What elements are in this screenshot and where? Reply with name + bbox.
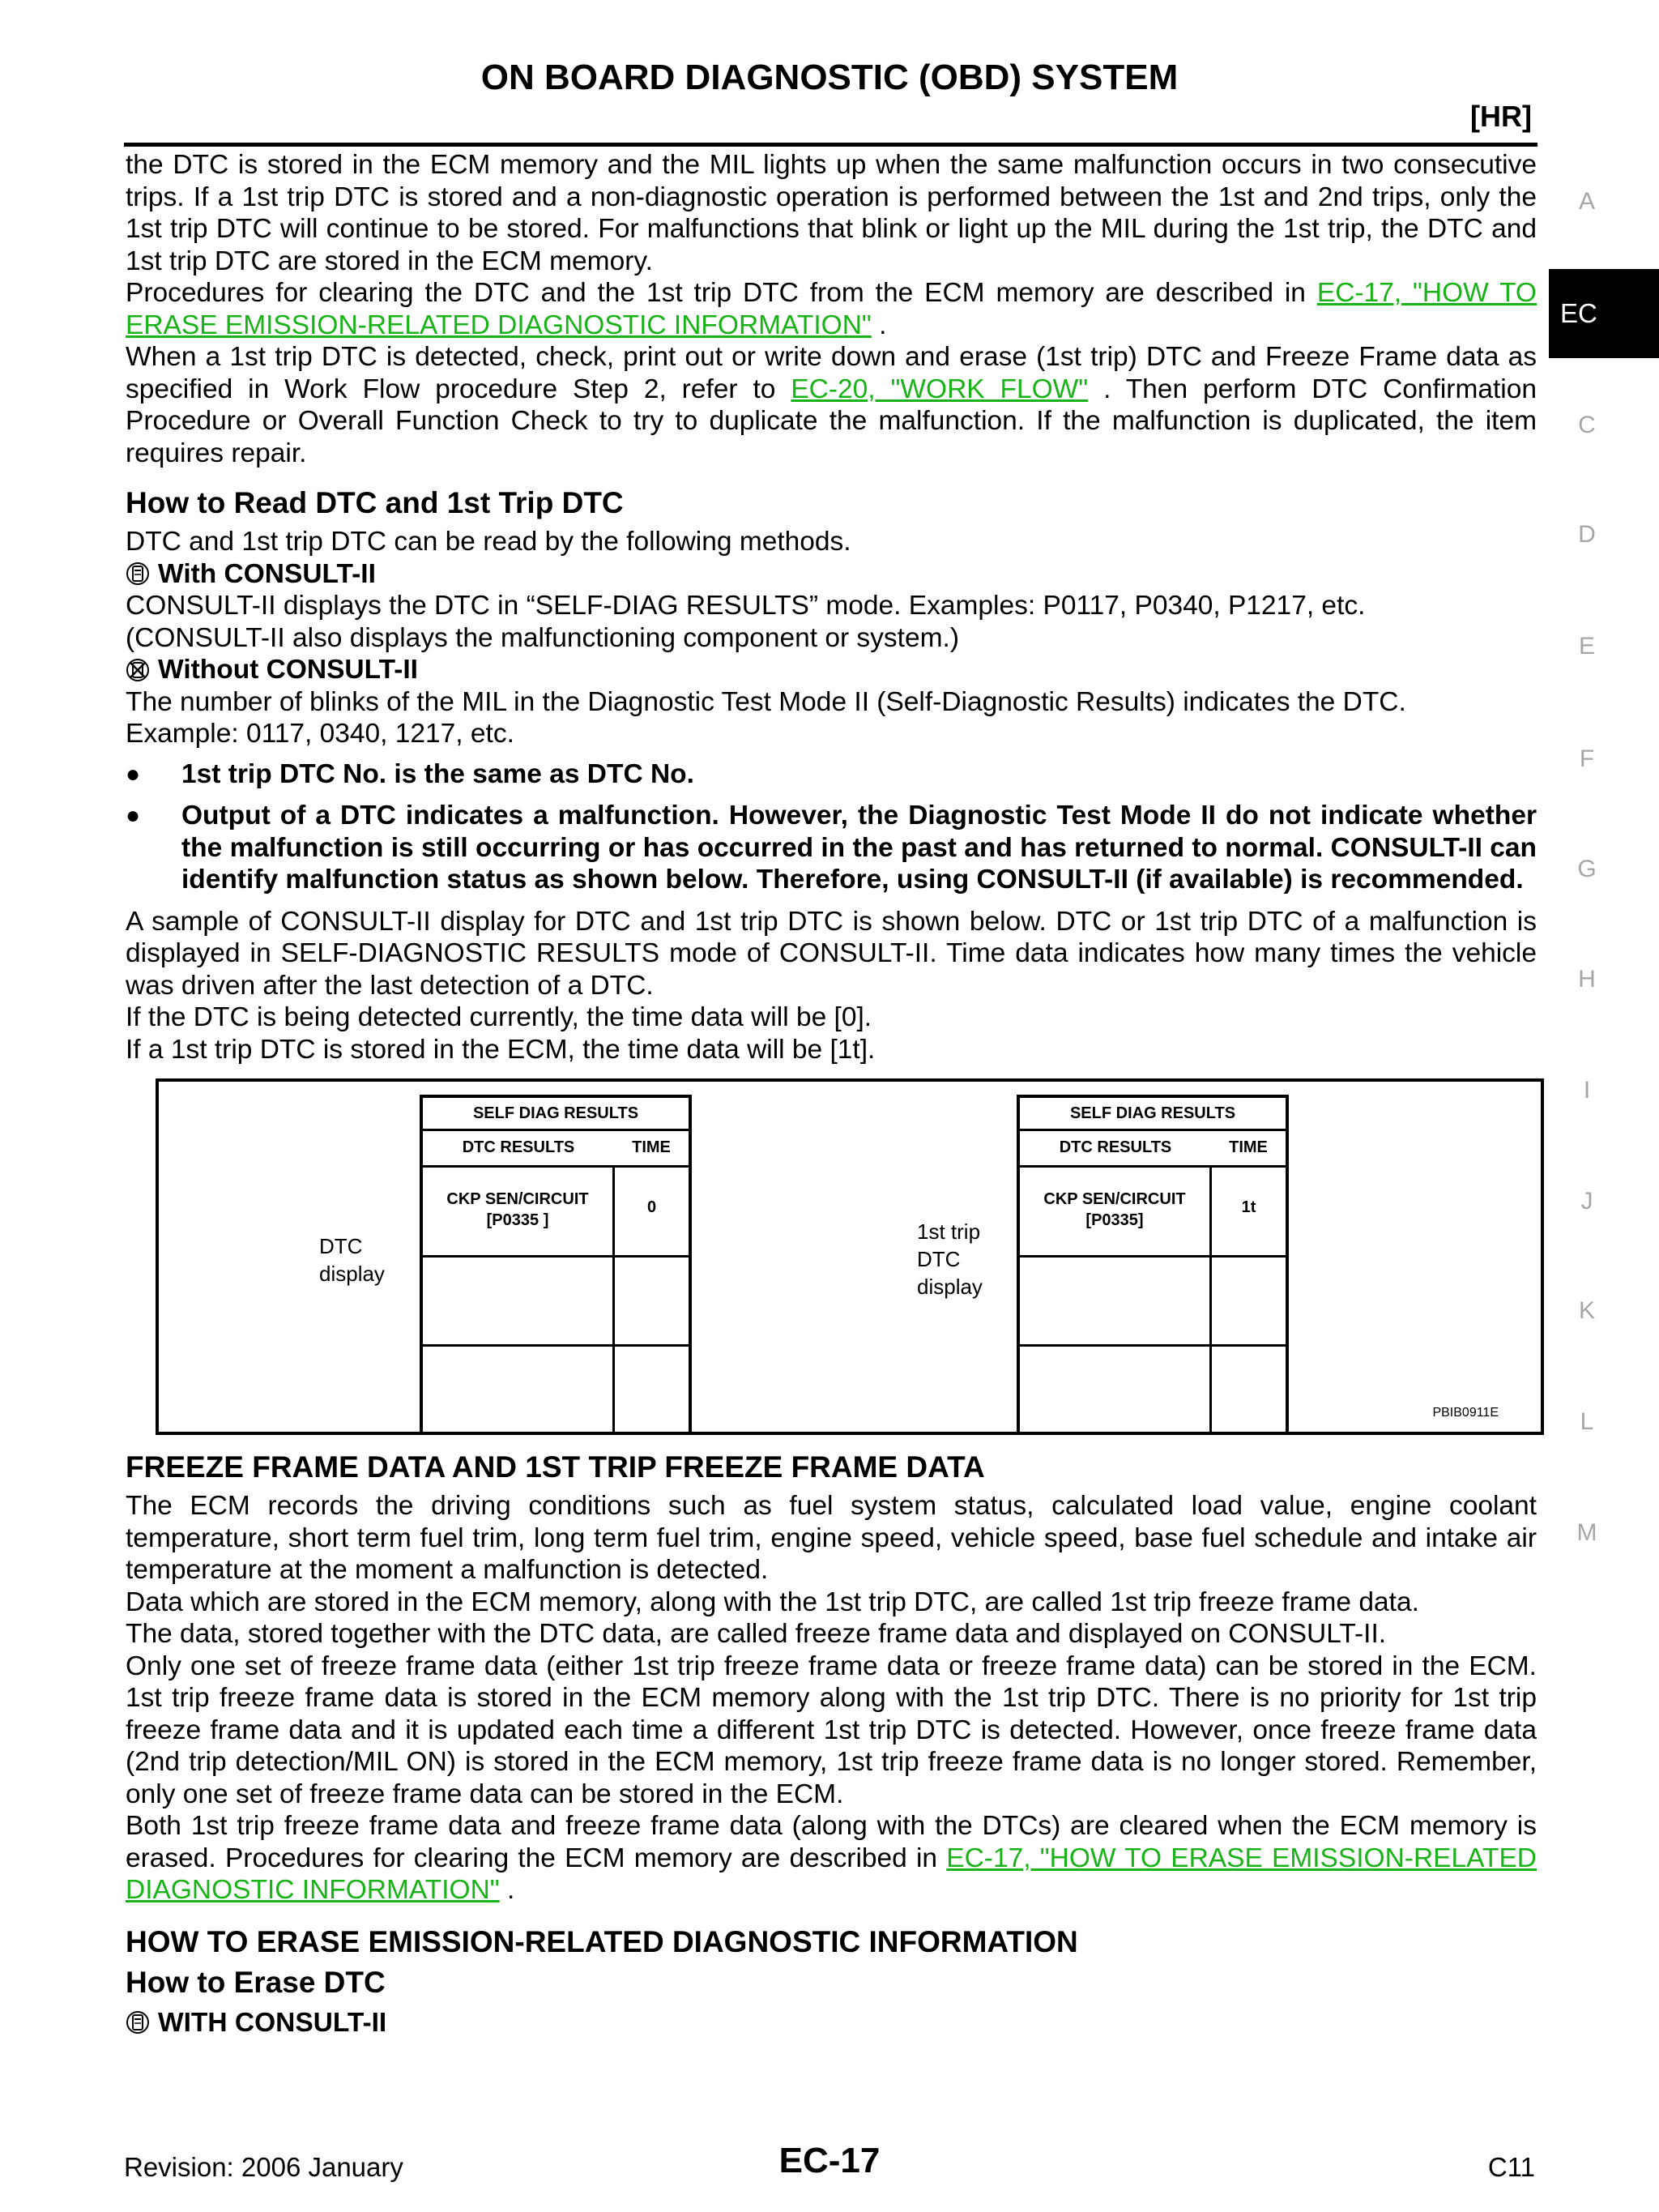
consult-tool-icon bbox=[126, 2010, 150, 2035]
side-tab-ec-active[interactable]: EC bbox=[1549, 269, 1659, 358]
no-consult-tool-icon bbox=[126, 658, 150, 682]
screen-title: SELF DIAG RESULTS bbox=[1069, 1104, 1236, 1122]
heading-freeze-frame: FREEZE FRAME DATA AND 1ST TRIP FREEZE FRAME DATA bbox=[126, 1450, 985, 1484]
side-tab-a[interactable]: A bbox=[1578, 188, 1595, 215]
screen-title: SELF DIAG RESULTS bbox=[472, 1104, 639, 1122]
list-item: ● 1st trip DTC No. is the same as DTC No. bbox=[126, 758, 694, 789]
link-erase-info[interactable]: EC-17, "HOW TO ERASE EMISSION-RELATED DIAGNOSTIC INFORMATION" bbox=[126, 278, 1537, 340]
freeze-paragraph-4: Only one set of freeze frame data (either 1st trip freeze frame data or freeze frame data) can be stored in the ECM. 1st trip freeze frame data is stored in the ECM memory along with the 1st trip DTC. There is no priority for 1st trip freeze frame data and it is updated each time a different 1st trip DTC is detected. However, once freeze frame data (2nd trip detection/MIL ON) is stored in the ECM memory, 1st trip freeze frame data is no longer stored. Remember, only one set of freeze frame data can be stored in the ECM. bbox=[126, 1650, 1537, 1809]
without-consult-text-2: Example: 0117, 0340, 1217, etc. bbox=[126, 719, 514, 749]
dtc-display-screen bbox=[420, 1095, 692, 1435]
dtc-display-label: DTC display bbox=[319, 1234, 385, 1286]
sample-paragraph-1: A sample of CONSULT-II display for DTC and 1st trip DTC is shown below. DTC or 1st trip DTC of a malfunction is displayed in SELF-DIAGNOSTIC RESULTS mode of CONSULT-II. Time data indicates how many times the vehicle was driven after the last detection of a DTC. bbox=[126, 906, 1537, 1001]
freeze-paragraph-2: Data which are stored in the ECM memory, along with the 1st trip DTC, are called 1st trip freeze frame data. bbox=[126, 1586, 1419, 1617]
time-value: 1t bbox=[1241, 1198, 1256, 1216]
with-consult-text-1: CONSULT-II displays the DTC in “SELF-DIAG RESULTS” mode. Examples: P0117, P0340, P1217, etc. bbox=[126, 591, 1366, 621]
link-erase-info-2[interactable]: EC-17, "HOW TO ERASE EMISSION-RELATED DIAGNOSTIC INFORMATION" bbox=[126, 1843, 1537, 1905]
side-tab-g[interactable]: G bbox=[1577, 856, 1597, 882]
figure-code: PBIB0911E bbox=[1432, 1405, 1499, 1420]
footer-page-number: EC-17 bbox=[778, 2141, 881, 2180]
column-header-dtc-results: DTC RESULTS bbox=[462, 1138, 575, 1156]
consult-tool-icon bbox=[126, 562, 150, 586]
side-tab-c[interactable]: C bbox=[1578, 412, 1596, 438]
heading-erase-info: HOW TO ERASE EMISSION-RELATED DIAGNOSTIC INFORMATION bbox=[126, 1924, 1078, 1958]
side-tab-d[interactable]: D bbox=[1578, 521, 1596, 548]
with-consult-label: With CONSULT-II bbox=[126, 558, 1537, 591]
with-consult-text-2: (CONSULT-II also displays the malfunctioning component or system.) bbox=[126, 622, 959, 653]
header-rule bbox=[124, 143, 1537, 147]
time-value: 0 bbox=[646, 1198, 657, 1216]
intro-paragraph-1: the DTC is stored in the ECM memory and the MIL lights up when the same malfunction occurs in two consecutive trips. If a 1st trip DTC is stored and a non-diagnostic operation is performed between the 1st and 2nd trips, only the 1st trip DTC will continue to be stored. For malfunctions that blink or light up the MIL during the 1st trip, the DTC and 1st trip DTC are stored in the ECM memory. bbox=[126, 150, 1537, 276]
side-tab-l[interactable]: L bbox=[1580, 1408, 1594, 1435]
first-trip-dtc-display-screen bbox=[1017, 1095, 1289, 1435]
column-header-time: TIME bbox=[1229, 1138, 1268, 1156]
heading-erase-dtc: How to Erase DTC bbox=[126, 1965, 386, 1999]
read-dtc-intro: DTC and 1st trip DTC can be read by the following methods. bbox=[126, 527, 851, 557]
column-header-time: TIME bbox=[632, 1138, 671, 1156]
model-tag: [HR] bbox=[1470, 100, 1532, 133]
main-content bbox=[126, 149, 1537, 2039]
page-title: ON BOARD DIAGNOSTIC (OBD) SYSTEM bbox=[480, 58, 1179, 97]
bullet-icon: ● bbox=[126, 802, 141, 829]
list-item: ● Output of a DTC indicates a malfunction. However, the Diagnostic Test Mode II do not indicate whether the malfunction is still occurring or has occurred in the past and has returned to normal. CONSULT-II can identify malfunction status as shown below. Therefore, using CONSULT-II (if available) is recommended. bbox=[126, 801, 1537, 895]
erase-with-consult-label: WITH CONSULT-II bbox=[126, 2007, 1537, 2039]
dtc-item: CKP SEN/CIRCUIT [P0335] bbox=[1043, 1190, 1186, 1229]
freeze-paragraph-1: The ECM records the driving conditions such as fuel system status, calculated load value, engine coolant temperature, short term fuel trim, long term fuel trim, engine speed, vehicle speed, base fuel schedule and intake air temperature at the moment a malfunction is detected. bbox=[126, 1491, 1537, 1585]
sample-paragraph-3: If a 1st trip DTC is stored in the ECM, the time data will be [1t]. bbox=[126, 1034, 876, 1065]
side-tab-e[interactable]: E bbox=[1578, 633, 1595, 660]
side-tab-h[interactable]: H bbox=[1578, 966, 1596, 993]
side-tab-m[interactable]: M bbox=[1576, 1519, 1597, 1546]
first-trip-dtc-display-label: 1st trip DTC display bbox=[917, 1219, 983, 1299]
sample-paragraph-2: If the DTC is being detected currently, the time data will be [0]. bbox=[126, 1002, 872, 1032]
consult-display-figure bbox=[156, 1078, 1544, 1435]
intro-paragraph-3: When a 1st trip DTC is detected, check, print out or write down and erase (1st trip) DTC and Freeze Frame data as specified in Work Flow procedure Step 2, refer to EC-20, "WORK FLOW" . Then perform DTC Confirmation Procedure or Overall Function Check to try to duplicate the malfunction. If the malfunction is duplicated, the item requires repair. bbox=[126, 342, 1537, 468]
footer-revision: Revision: 2006 January bbox=[124, 2152, 403, 2182]
side-tab-k[interactable]: K bbox=[1578, 1297, 1595, 1324]
link-work-flow[interactable]: EC-20, "WORK FLOW" bbox=[791, 374, 1089, 404]
footer-model-code: C11 bbox=[1487, 2152, 1535, 2182]
bullet-icon: ● bbox=[126, 760, 141, 788]
side-tab-i[interactable]: I bbox=[1583, 1077, 1591, 1104]
intro-paragraph-2: Procedures for clearing the DTC and the 1st trip DTC from the ECM memory are described in EC-17, "HOW TO ERASE EMISSION-RELATED DIAGNOSTIC INFORMATION" . bbox=[126, 278, 1537, 340]
freeze-paragraph-5: Both 1st trip freeze frame data and freeze frame data (along with the DTCs) are cleared when the ECM memory is erased. Procedures for clearing the ECM memory are described in EC-17, "HOW TO ERASE EMISSION-RELATED DIAGNOSTIC INFORMATION" . bbox=[126, 1811, 1537, 1905]
side-tab-f[interactable]: F bbox=[1579, 745, 1595, 772]
dtc-item: CKP SEN/CIRCUIT [P0335 ] bbox=[446, 1190, 589, 1229]
freeze-paragraph-3: The data, stored together with the DTC data, are called freeze frame data and displayed on CONSULT-II. bbox=[126, 1619, 1387, 1649]
column-header-dtc-results: DTC RESULTS bbox=[1059, 1138, 1172, 1156]
without-consult-label: Without CONSULT-II bbox=[126, 654, 1537, 686]
dtc-bullet-list bbox=[126, 758, 1537, 896]
without-consult-text-1: The number of blinks of the MIL in the Diagnostic Test Mode II (Self-Diagnostic Results) indicates the DTC. bbox=[126, 686, 1406, 717]
side-tab-j[interactable]: J bbox=[1580, 1188, 1593, 1215]
heading-read-dtc: How to Read DTC and 1st Trip DTC bbox=[126, 486, 624, 519]
